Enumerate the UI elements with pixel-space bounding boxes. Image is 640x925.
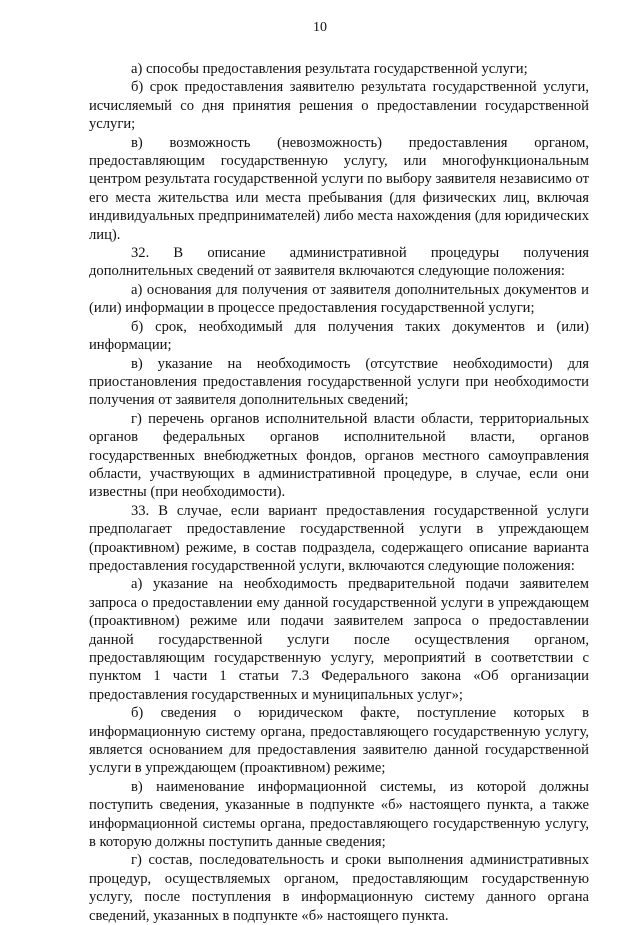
page-number: 10 xyxy=(313,20,327,35)
paragraph-33d: г) состав, последовательность и сроки выполнения административных процедур, осуществляемых органом, предоставляющим государственную услугу, после поступления в информационную систему данного органа сведений, указанных в подпункте «б» настоящего пункта. xyxy=(89,852,589,924)
document-body xyxy=(89,60,589,925)
paragraph-33: 33. В случае, если вариант предоставления государственной услуги предполагает предоставление государственной услуги в упреждающем (проактивном) режиме, в состав подраздела, содержащего описание варианта предоставления государственной услуги, включаются следующие положения: xyxy=(89,502,589,574)
paragraph-33b: б) сведения о юридическом факте, поступление которых в информационную систему органа, предоставляющего государственную услугу, является основанием для предоставления заявителю данной государственной услуги в упреждающем (проактивном) режиме; xyxy=(89,705,589,777)
paragraph-33c: в) наименование информационной системы, из которой должны поступить сведения, указанные в подпункте «б» настоящего пункта, а также информационной системы органа, предоставляющего государственную услугу, в которую должны поступить данные сведения; xyxy=(89,778,589,851)
paragraph-33a: а) указание на необходимость предварительной подачи заявителем запроса о предоставлении ему данной государственной услуги в упреждающем (проактивном) режиме или подачи заявителем запроса о предоставлении данной государственной услуги после осуществления органом, предоставляющим государственную услугу, мероприятий в соответствии с пунктом 1 части 1 статьи 7.3 Федерального закона «Об организации предоставления государственных и муниципальных услуг»; xyxy=(89,576,589,703)
paragraph-32d: г) перечень органов исполнительной власти области, территориальных органов федеральных органов исполнительной власти, органов государственных внебюджетных фондов, органов местного самоуправления области, участвующих в административной процедуре, в случае, если они известны (при необходимости). xyxy=(89,410,589,501)
paragraph-31b: б) срок предоставления заявителю результата государственной услуги, исчисляемый со дня принятия решения о предоставлении государственной услуги; xyxy=(89,79,589,133)
paragraph-32: 32. В описание административной процедуры получения дополнительных сведений от заявителя включаются следующие положения: xyxy=(89,245,589,280)
paragraph-32b: б) срок, необходимый для получения таких документов и (или) информации; xyxy=(89,318,589,354)
paragraph-31a: а) способы предоставления результата государственной услуги; xyxy=(131,61,528,77)
paragraph-32a: а) основания для получения от заявителя дополнительных документов и (или) информации в процессе предоставления государственной услуги; xyxy=(89,281,589,317)
paragraph-32c: в) указание на необходимость (отсутствие необходимости) для приостановления предоставления государственной услуги при необходимости получения от заявителя дополнительных сведений; xyxy=(89,355,589,409)
paragraph-31c: в) возможность (невозможность) предоставления органом, предоставляющим государственную услугу, или многофункциональным центром результата государственной услуги по выбору заявителя независимо от его места жительства или места пребывания (для физических лиц, включая индивидуальных предпринимателей) либо места нахождения (для юридических лиц). xyxy=(89,134,589,243)
